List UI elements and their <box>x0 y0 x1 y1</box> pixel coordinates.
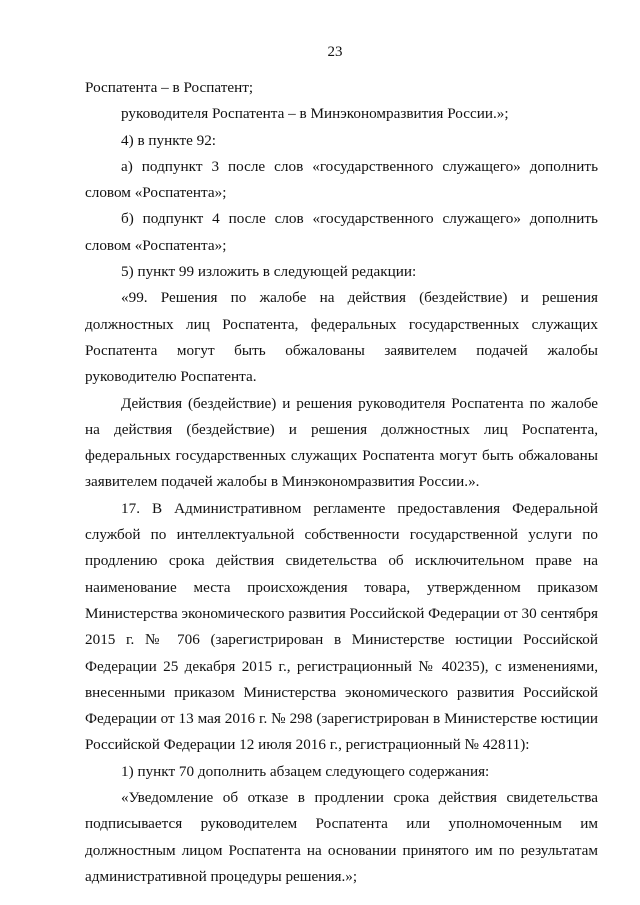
paragraph-2: руководителя Роспатента – в Минэкономразвития России.»; <box>121 105 509 123</box>
paragraph-4: а) подпункт 3 после слов «государственного служащего» дополнить словом «Роспатента»; <box>85 157 598 202</box>
paragraph-1: Роспатента – в Роспатент; <box>85 79 254 96</box>
paragraph-8: Действия (бездействие) и решения руководителя Роспатента по жалобе на действия (бездействие) и решения должностных лиц Роспатента, федеральных государственных служащих Роспатента могут быть обжалованы заявителем подачей жалобы в Минэкономразвития России.». <box>85 394 598 491</box>
paragraph-10: 1) пункт 70 дополнить абзацем следующего содержания: <box>121 762 490 780</box>
paragraph-6: 5) пункт 99 изложить в следующей редакции: <box>121 263 417 281</box>
paragraph-3: 4) в пункте 92: <box>121 131 217 149</box>
paragraph-11: «Уведомление об отказе в продлении срока действия свидетельства подписывается руководителем Роспатента или уполномоченным им должностным лицом Роспатента на основании принятого им по результатам административной процедуры решения.»; <box>85 789 598 885</box>
paragraph-7: «99. Решения по жалобе на действия (бездействие) и решения должностных лиц Роспатента, федеральных государственных служащих Роспатента могут быть обжалованы заявителем подачей жалобы руководителю Роспатента. <box>85 289 598 386</box>
page-number: 23 <box>327 44 343 60</box>
document-body <box>85 75 598 890</box>
paragraph-9: 17. В Административном регламенте предоставления Федеральной службой по интеллектуальной собственности государственной услуги по продлению срока действия свидетельства об исключительном праве на наименование места происхождения товара, утвержденном приказом Министерства экономического развития Российской Федерации от 30 сентября 2015 г. № 706 (зарегистрирован в Министерстве юстиции Российской Федерации 25 декабря 2015 г., регистрационный № 40235), с изменениями, внесенными приказом Министерства экономического развития Российской Федерации от 13 мая 2016 г. № 298 (зарегистрирован в Министерстве юстиции Российской Федерации 12 июля 2016 г., регистрационный № 42811): <box>85 499 598 754</box>
paragraph-5: б) подпункт 4 после слов «государственного служащего» дополнить словом «Роспатента»; <box>85 210 598 254</box>
